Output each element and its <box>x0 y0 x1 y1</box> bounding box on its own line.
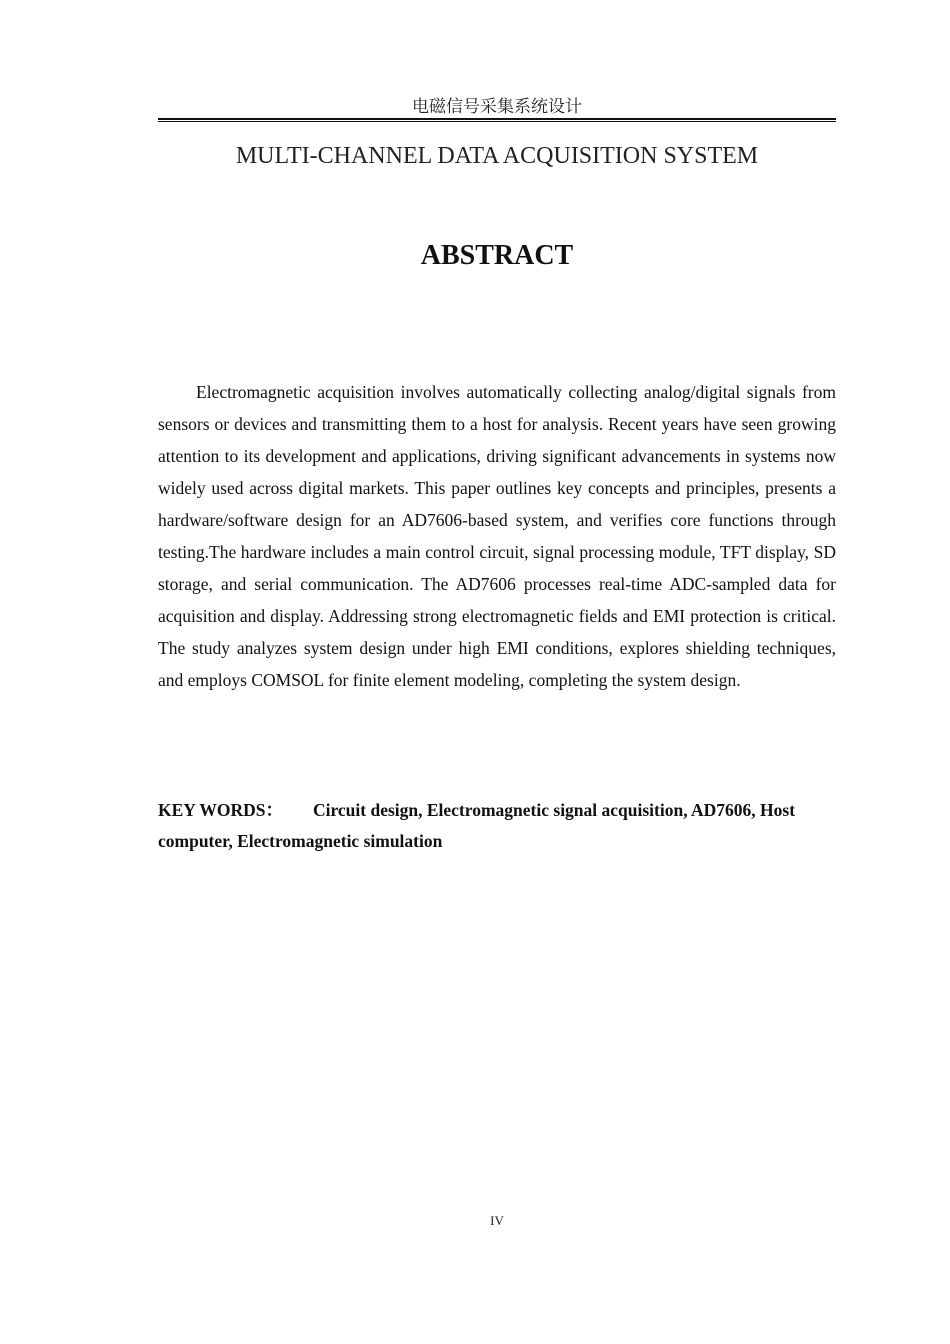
header-rule <box>158 118 836 120</box>
header-rule-secondary <box>158 121 836 122</box>
running-header: 电磁信号采集系统设计 <box>412 97 582 117</box>
keywords-block <box>158 795 836 857</box>
page-number: IV <box>490 1213 504 1228</box>
keywords-label: KEY WORDS： <box>158 800 283 820</box>
document-title: MULTI-CHANNEL DATA ACQUISITION SYSTEM <box>235 143 759 169</box>
keywords-list: Circuit design, Electromagnetic signal acquisition, AD7606, Host computer, Electromagnetic simulation <box>158 800 796 851</box>
abstract-heading: ABSTRACT <box>420 240 574 271</box>
abstract-paragraph: Electromagnetic acquisition involves automatically collecting analog/digital signals from sensors or devices and transmitting them to a host for analysis. Recent years have seen growing attention to its development and applications, driving significant advancements in systems now widely used across digital markets. This paper outlines key concepts and principles, presents a hardware/software design for an AD7606-based system, and verifies core functions through testing.The hardware includes a main control circuit, signal processing module, TFT display, SD storage, and serial communication. The AD7606 processes real-time ADC-sampled data for acquisition and display. Addressing strong electromagnetic fields and EMI protection is critical. The study analyzes system design under high EMI conditions, explores shielding techniques, and employs COMSOL for finite element modeling, completing the system design. <box>158 382 836 690</box>
